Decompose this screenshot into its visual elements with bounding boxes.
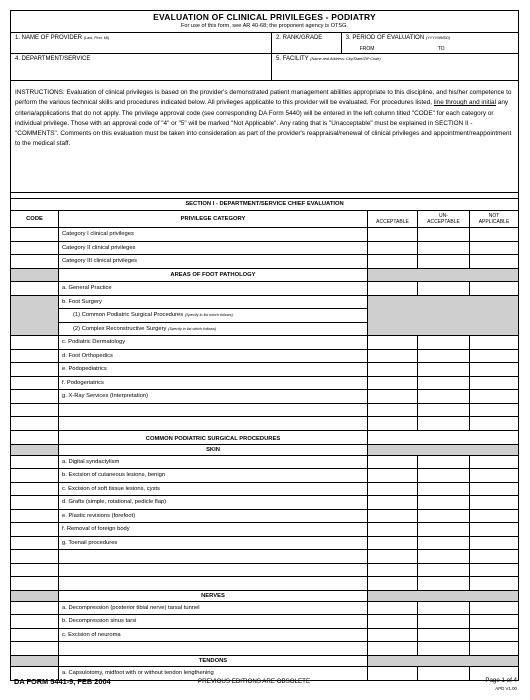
foot-item-g: g. X-Ray Services (Interpretation) xyxy=(59,390,368,404)
code-cell[interactable] xyxy=(11,350,59,364)
not-applicable-box[interactable] xyxy=(470,456,518,470)
acceptable-box[interactable] xyxy=(368,523,418,537)
foot-item-a: a. General Practice xyxy=(59,282,368,296)
foot-pathology-header: AREAS OF FOOT PATHOLOGY xyxy=(59,269,368,283)
tendons-header: TENDONS xyxy=(59,656,368,667)
unacceptable-box[interactable] xyxy=(418,417,470,431)
skin-item-e: e. Plastic revisions (forefoot) xyxy=(59,510,368,524)
blank-entry[interactable] xyxy=(59,564,368,578)
skin-code-shade xyxy=(11,445,59,456)
code-cell[interactable] xyxy=(11,483,59,497)
foot-item-b1 xyxy=(59,309,368,323)
unacceptable-box[interactable] xyxy=(418,496,470,510)
acceptable-box[interactable] xyxy=(368,242,418,256)
acceptable-box[interactable] xyxy=(368,363,418,377)
header-shade xyxy=(368,269,518,283)
acceptable-box[interactable] xyxy=(368,642,418,656)
not-applicable-box[interactable] xyxy=(470,615,518,629)
not-applicable-box[interactable] xyxy=(470,417,518,431)
instructions xyxy=(11,81,518,193)
code-cell[interactable] xyxy=(11,390,59,404)
info-row-2 xyxy=(11,54,518,81)
acceptable-box[interactable] xyxy=(368,255,418,269)
unacceptable-box[interactable] xyxy=(418,242,470,256)
skin-item-d: d. Grafts (simple, rotational, pedicle flap) xyxy=(59,496,368,510)
unacceptable-box[interactable] xyxy=(418,550,470,564)
not-applicable-box[interactable] xyxy=(470,629,518,643)
not-applicable-box[interactable] xyxy=(470,228,518,242)
nerves-header: NERVES xyxy=(59,591,368,602)
col-header-unacceptable: UN- ACCEPTABLE xyxy=(418,211,470,228)
unacceptable-box[interactable] xyxy=(418,602,470,616)
tendons-item-a: a. Capsulotomy, midfoot with or without tendon lengthening xyxy=(59,667,368,681)
not-applicable-box[interactable] xyxy=(470,242,518,256)
category-1: Category I clinical privileges xyxy=(59,228,368,242)
unacceptable-box[interactable] xyxy=(418,469,470,483)
code-cell[interactable] xyxy=(11,564,59,578)
form-header xyxy=(11,11,518,33)
code-cell[interactable] xyxy=(11,377,59,391)
skin-item-g: g. Toenail procedures xyxy=(59,537,368,551)
section1-title: SECTION I - DEPARTMENT/SERVICE CHIEF EVALUATION xyxy=(11,199,518,211)
not-applicable-box[interactable] xyxy=(470,537,518,551)
unacceptable-box[interactable] xyxy=(418,523,470,537)
acceptable-box[interactable] xyxy=(368,483,418,497)
period-from-label: FROM xyxy=(359,46,375,52)
unacceptable-box[interactable] xyxy=(418,615,470,629)
nerves-item-a: a. Decompression (posterior tibial nerve) tarsal tunnel xyxy=(59,602,368,616)
not-applicable-box[interactable] xyxy=(470,496,518,510)
rank-grade-field[interactable] xyxy=(272,33,342,53)
version-label: APD V1.00 xyxy=(495,686,517,691)
provider-name-field[interactable] xyxy=(11,33,272,53)
not-applicable-box[interactable] xyxy=(470,602,518,616)
not-applicable-box[interactable] xyxy=(470,336,518,350)
foot-item-b: b. Foot Surgery xyxy=(59,296,368,310)
nerves-item-c: c. Excision of neuroma xyxy=(59,629,368,643)
not-applicable-box[interactable] xyxy=(470,404,518,418)
code-cell[interactable] xyxy=(11,615,59,629)
period-to-label: TO xyxy=(437,46,445,52)
facility-label: 5. FACILITY xyxy=(275,56,309,62)
code-cell[interactable] xyxy=(11,282,59,296)
code-cell[interactable] xyxy=(11,363,59,377)
blank-entry[interactable] xyxy=(59,577,368,591)
acceptable-box[interactable] xyxy=(368,282,418,296)
not-applicable-box[interactable] xyxy=(470,564,518,578)
blank-code xyxy=(11,431,59,445)
code-cell[interactable] xyxy=(11,629,59,643)
skin-item-a: a. Digital syndactylism xyxy=(59,456,368,470)
unacceptable-box[interactable] xyxy=(418,282,470,296)
not-applicable-box[interactable] xyxy=(470,469,518,483)
unacceptable-box[interactable] xyxy=(418,255,470,269)
unacceptable-box[interactable] xyxy=(418,483,470,497)
skin-item-c: c. Excision of soft tissue lesions, cysts xyxy=(59,483,368,497)
acceptable-box[interactable] xyxy=(368,404,418,418)
acceptable-box[interactable] xyxy=(368,602,418,616)
foot-item-b2-label: (2) Complex Reconstructive Surgery xyxy=(73,325,167,332)
code-cell[interactable] xyxy=(11,602,59,616)
nerves-item-b: b. Decompression sinus tarsi xyxy=(59,615,368,629)
col-header-code: CODE xyxy=(11,211,59,228)
code-cell[interactable] xyxy=(11,642,59,656)
code-cell[interactable] xyxy=(11,336,59,350)
acceptable-box[interactable] xyxy=(368,615,418,629)
nerves-code-shade xyxy=(11,591,59,602)
page-number: Page 1 of 4 xyxy=(485,677,517,684)
not-applicable-box[interactable] xyxy=(470,363,518,377)
department-label: 4. DEPARTMENT/SERVICE xyxy=(15,56,91,62)
acceptable-box[interactable] xyxy=(368,577,418,591)
unacceptable-box[interactable] xyxy=(418,228,470,242)
form-id: DA FORM 5441-9, FEB 2004 xyxy=(14,677,111,686)
code-cell[interactable] xyxy=(11,404,59,418)
header-code-shade xyxy=(11,269,59,283)
facility-field[interactable] xyxy=(272,54,518,80)
foot-surgery-code-shade xyxy=(11,296,59,337)
not-applicable-box[interactable] xyxy=(470,390,518,404)
not-applicable-box[interactable] xyxy=(470,255,518,269)
code-cell[interactable] xyxy=(11,228,59,242)
tendons-code-shade xyxy=(11,656,59,667)
foot-surgery-shade xyxy=(368,296,518,337)
instructions-text-2: any criteria/applications that do not apply. The privilege approval code (see corresponding DA Form 5440) will be entered in the left column titled "CODE" for each category or individual privilege. Those with an approval code of "4" or "5" will be marked "Not Applicable". Any rating that is "Unacceptable" must be explained in SECTION II - "COMMENTS". Comments on this evaluation must be taken into consideration as part of the provider's reappraisal/renewal of clinical privileges and appointment/reappointment to the medical staff. xyxy=(15,99,512,148)
facility-hint: (Name and Address: City/State/ZIP Code) xyxy=(310,57,381,61)
blank-header-cells xyxy=(368,431,518,445)
foot-item-b1-label: (1) Common Podiatric Surgical Procedures xyxy=(73,312,184,318)
unacceptable-box[interactable] xyxy=(418,363,470,377)
skin-shade xyxy=(368,445,518,456)
tendons-shade xyxy=(368,656,518,667)
acceptable-box[interactable] xyxy=(368,510,418,524)
code-cell[interactable] xyxy=(11,417,59,431)
foot-item-c: c. Podiatric Dermatology xyxy=(59,336,368,350)
info-row-1 xyxy=(11,33,518,54)
not-applicable-box[interactable] xyxy=(470,642,518,656)
period-field[interactable] xyxy=(342,33,518,53)
common-procedures-header: COMMON PODIATRIC SURGICAL PROCEDURES xyxy=(59,431,368,445)
blank-entry[interactable] xyxy=(59,642,368,656)
not-applicable-box[interactable] xyxy=(470,577,518,591)
period-hint: (YYYYMMDD) xyxy=(425,36,451,40)
unacceptable-box[interactable] xyxy=(418,390,470,404)
unacceptable-box[interactable] xyxy=(418,336,470,350)
provider-name-label: 1. NAME OF PROVIDER xyxy=(15,35,83,41)
unacceptable-box[interactable] xyxy=(418,456,470,470)
acceptable-box[interactable] xyxy=(368,350,418,364)
not-applicable-box[interactable] xyxy=(470,550,518,564)
acceptable-box[interactable] xyxy=(368,550,418,564)
code-cell[interactable] xyxy=(11,456,59,470)
unacceptable-box[interactable] xyxy=(418,577,470,591)
acceptable-box[interactable] xyxy=(368,667,418,681)
skin-item-f: f. Removal of foreign body xyxy=(59,523,368,537)
period-label: 3. PERIOD OF EVALUATION xyxy=(345,35,425,41)
not-applicable-box[interactable] xyxy=(470,282,518,296)
unacceptable-box[interactable] xyxy=(418,642,470,656)
code-cell[interactable] xyxy=(11,523,59,537)
rank-grade-label: 2. RANK/GRADE xyxy=(275,35,323,41)
form-subtitle: For use of this form, see AR 40-68; the proponent agency is OTSG. xyxy=(181,23,348,29)
blank-entry[interactable] xyxy=(59,550,368,564)
provider-name-hint: (Last, First, MI) xyxy=(83,36,110,40)
unacceptable-box[interactable] xyxy=(418,350,470,364)
category-2: Category II clinical privileges xyxy=(59,242,368,256)
not-applicable-box[interactable] xyxy=(470,350,518,364)
skin-item-b: b. Excision of cutaneous lesions, benign xyxy=(59,469,368,483)
acceptable-box[interactable] xyxy=(368,564,418,578)
acceptable-box[interactable] xyxy=(368,336,418,350)
unacceptable-box[interactable] xyxy=(418,404,470,418)
foot-item-b2-note: (Specify in list which follows) xyxy=(168,326,217,331)
privilege-table xyxy=(11,211,518,680)
col-header-acceptable: ACCEPTABLE xyxy=(368,211,418,228)
foot-item-f: f. Podogeriatrics xyxy=(59,377,368,391)
unacceptable-box[interactable] xyxy=(418,537,470,551)
unacceptable-box[interactable] xyxy=(418,564,470,578)
acceptable-box[interactable] xyxy=(368,496,418,510)
acceptable-box[interactable] xyxy=(368,469,418,483)
acceptable-box[interactable] xyxy=(368,377,418,391)
previous-editions-note: PREVIOUS EDITIONS ARE OBSOLETE xyxy=(198,678,311,685)
blank-entry[interactable] xyxy=(59,417,368,431)
code-cell[interactable] xyxy=(11,469,59,483)
instructions-underlined: line through and initial xyxy=(433,99,496,107)
col-header-not-applicable: NOT APPLICABLE xyxy=(470,211,518,228)
acceptable-box[interactable] xyxy=(368,629,418,643)
acceptable-box[interactable] xyxy=(368,537,418,551)
code-cell[interactable] xyxy=(11,496,59,510)
acceptable-box[interactable] xyxy=(368,456,418,470)
acceptable-box[interactable] xyxy=(368,417,418,431)
code-cell[interactable] xyxy=(11,510,59,524)
department-field[interactable] xyxy=(11,54,272,80)
col-header-category: PRIVILEGE CATEGORY xyxy=(59,211,368,228)
code-cell[interactable] xyxy=(11,242,59,256)
not-applicable-box[interactable] xyxy=(470,483,518,497)
unacceptable-box[interactable] xyxy=(418,629,470,643)
acceptable-box[interactable] xyxy=(368,390,418,404)
category-3: Category III clinical privileges xyxy=(59,255,368,269)
code-cell[interactable] xyxy=(11,537,59,551)
nerves-shade xyxy=(368,591,518,602)
blank-entry[interactable] xyxy=(59,404,368,418)
foot-item-b1-note: (Specify in list which follows) xyxy=(184,313,233,317)
not-applicable-box[interactable] xyxy=(470,377,518,391)
evaluation-form xyxy=(10,10,519,681)
unacceptable-box[interactable] xyxy=(418,377,470,391)
skin-header: SKIN xyxy=(59,445,368,456)
foot-item-b2 xyxy=(59,323,368,337)
not-applicable-box[interactable] xyxy=(470,510,518,524)
unacceptable-box[interactable] xyxy=(418,510,470,524)
form-title: EVALUATION OF CLINICAL PRIVILEGES - PODIATRY xyxy=(153,12,376,22)
instructions-text-1: INSTRUCTIONS: Evaluation of clinical privileges is based on the provider's demonstrated patient management abilities appropriate to this discipline, and his/her competence to perform the various technical skills and procedures indicated below. All privileges applicable to this provider will be evaluated. For procedures listed, xyxy=(15,89,512,107)
foot-item-e: e. Podopediatrics xyxy=(59,363,368,377)
code-cell[interactable] xyxy=(11,255,59,269)
code-cell[interactable] xyxy=(11,577,59,591)
unacceptable-box[interactable] xyxy=(418,667,470,681)
code-cell[interactable] xyxy=(11,550,59,564)
foot-item-d: d. Foot Orthopedics xyxy=(59,350,368,364)
acceptable-box[interactable] xyxy=(368,228,418,242)
not-applicable-box[interactable] xyxy=(470,523,518,537)
